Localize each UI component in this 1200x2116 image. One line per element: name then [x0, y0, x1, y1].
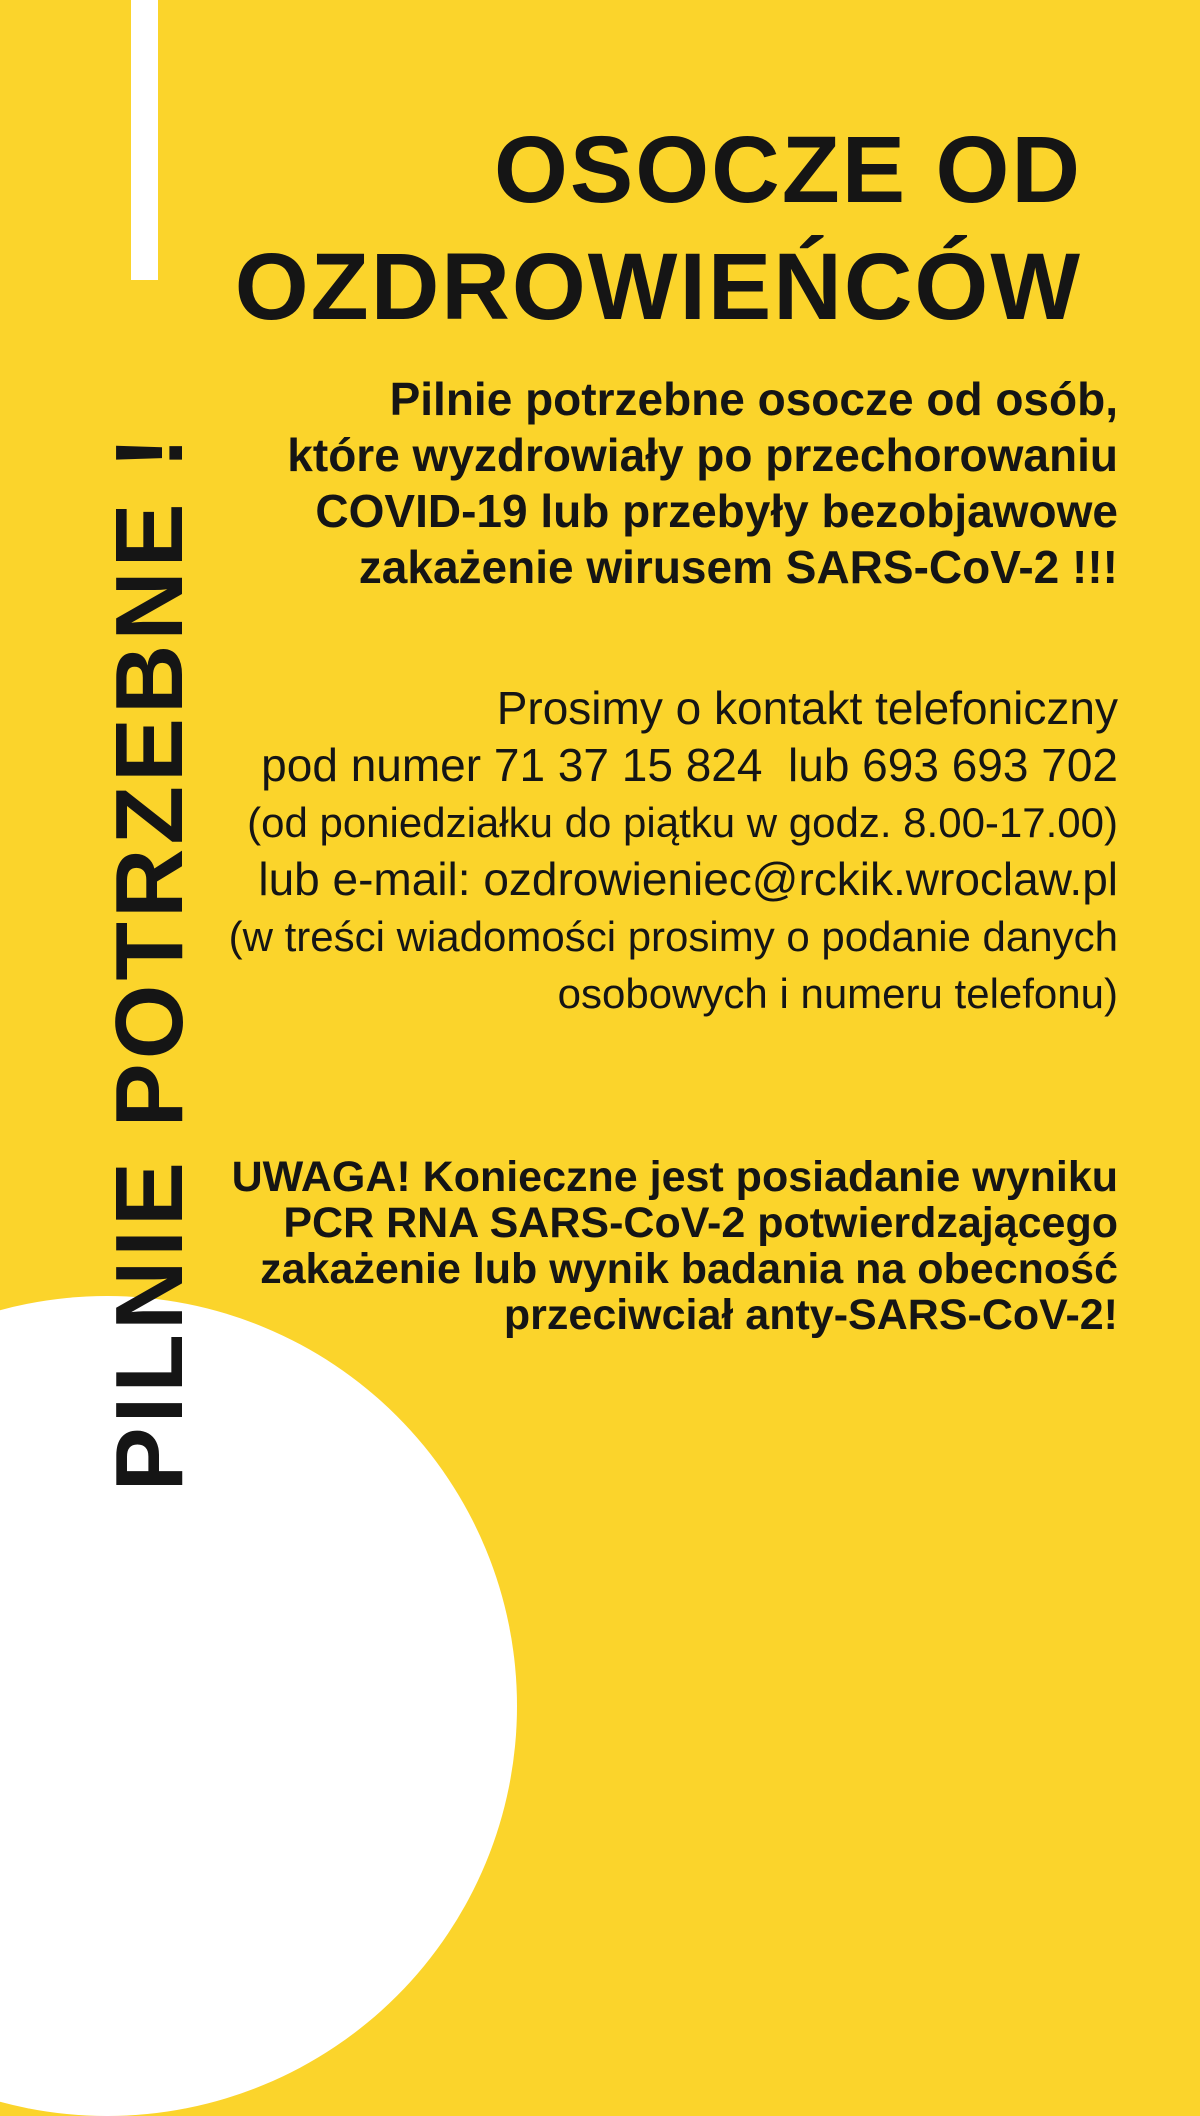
- contact-details: [229, 680, 1118, 1022]
- intro-line: Pilnie potrzebne osocze od osób,: [389, 373, 1118, 425]
- contact-email-line: lub e-mail: ozdrowieniec@rckik.wroclaw.pl: [258, 853, 1118, 905]
- warning-paragraph: [232, 1154, 1118, 1338]
- warning-line: przeciwciał anty-SARS-CoV-2!: [503, 1291, 1118, 1339]
- contact-line: Prosimy o kontakt telefoniczny: [496, 682, 1118, 734]
- intro-line: zakażenie wirusem SARS-CoV-2 !!!: [358, 541, 1118, 593]
- warning-line: UWAGA! Konieczne jest posiadanie wyniku: [231, 1153, 1118, 1201]
- intro-line: COVID-19 lub przebyły bezobjawowe: [315, 485, 1118, 537]
- contact-phone-line: pod numer 71 37 15 824 lub 693 693 702: [261, 739, 1118, 791]
- contact-hours-line: (od poniedziałku do piątku w godz. 8.00-17.00): [247, 799, 1118, 846]
- intro-paragraph: [287, 371, 1118, 595]
- contact-note-line: (w treści wiadomości prosimy o podanie danych: [228, 913, 1118, 960]
- page-title: [235, 112, 1082, 346]
- white-corner-circle: [0, 1296, 517, 2116]
- warning-line: zakażenie lub wynik badania na obecność: [260, 1245, 1118, 1293]
- white-accent-bar: [131, 0, 158, 280]
- intro-line: które wyzdrowiały po przechorowaniu: [287, 429, 1118, 481]
- warning-line: PCR RNA SARS-CoV-2 potwierdzającego: [283, 1199, 1118, 1247]
- title-line-2: OZDROWIEŃCÓW: [234, 234, 1082, 340]
- contact-note-line: osobowych i numeru telefonu): [557, 970, 1118, 1017]
- vertical-banner-text: PILNIE POTRZEBNE !: [96, 432, 203, 1492]
- title-line-1: OSOCZE OD: [493, 117, 1082, 223]
